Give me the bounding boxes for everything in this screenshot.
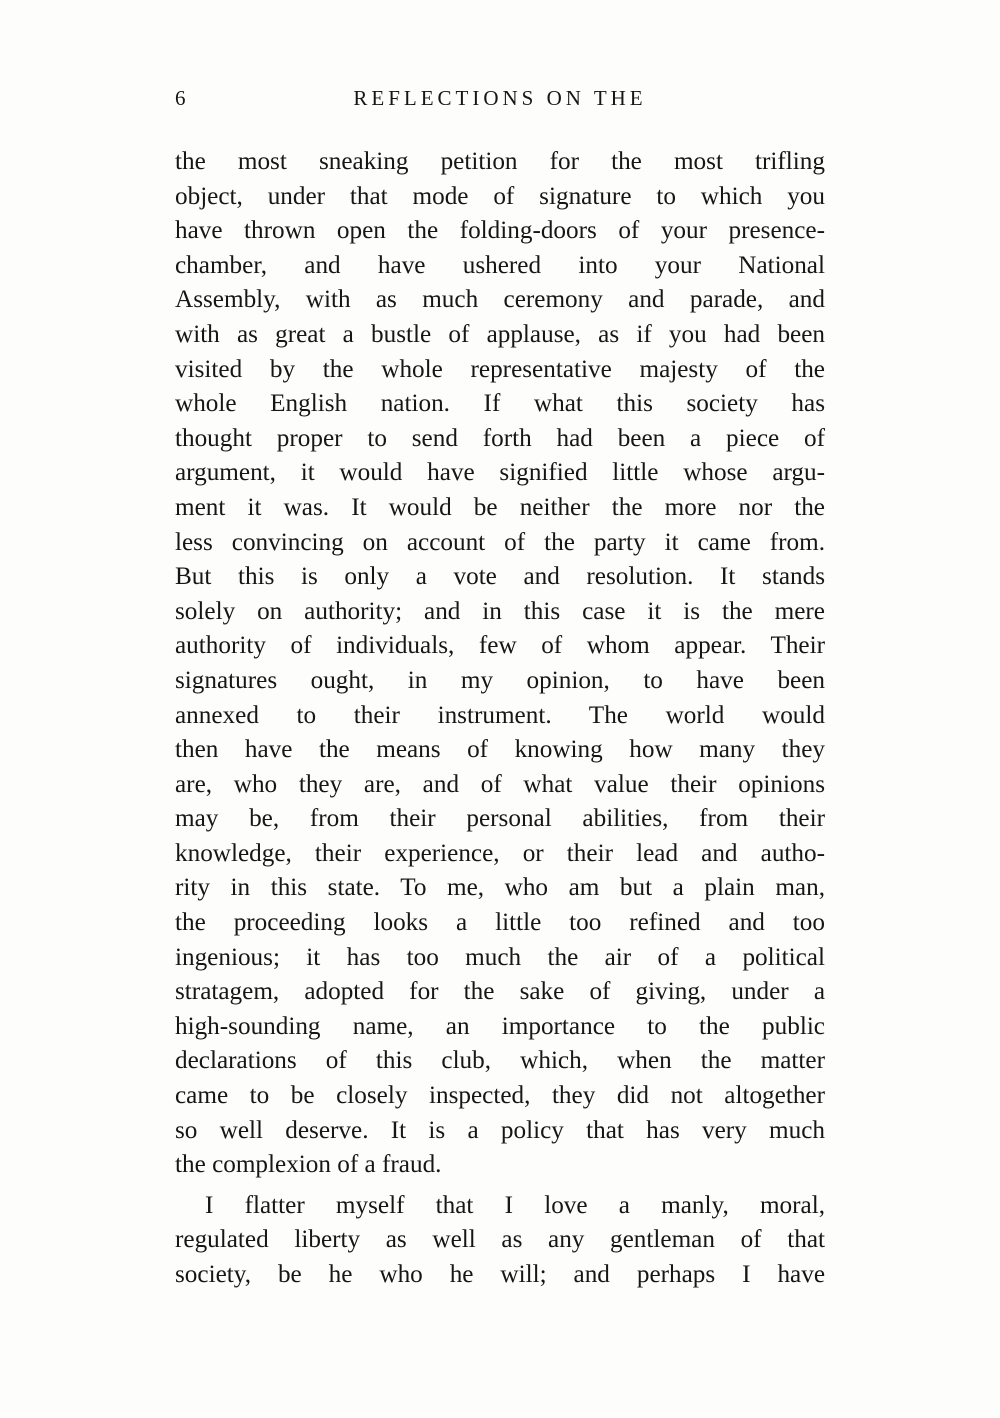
paragraph-2 [175,1189,825,1293]
running-head [175,86,825,116]
page-number: 6 [175,86,189,110]
text-line: regulated liberty as well as any gentleman of that [175,1226,825,1254]
text-line: declarations of this club, which, when the matter [175,1047,825,1075]
text-line: are, who they are, and of what value their opinions [175,770,825,798]
text-line: may be, from their personal abilities, from their [175,805,825,833]
text-line: authority of individuals, few of whom appear. Their [175,632,825,660]
text-line: chamber, and have ushered into your National [175,251,825,279]
text-line: signatures ought, in my opinion, to have been [175,666,825,694]
text-line: with as great a bustle of applause, as if you had been [175,320,825,348]
text-line: society, be he who he will; and perhaps I have [175,1261,825,1288]
text-line: so well deserve. It is a policy that has very much [175,1116,825,1144]
text-line: then have the means of knowing how many they [175,736,825,764]
text-line: rity in this state. To me, who am but a plain man, [175,874,825,902]
text-line: annexed to their instrument. The world would [175,701,825,729]
text-line: I flatter myself that I love a manly, moral, [205,1191,825,1219]
text-line: less convincing on account of the party it came from. [175,528,825,556]
text-line: object, under that mode of signature to which you [175,182,825,210]
text-line: have thrown open the folding-doors of your presence- [175,217,825,245]
text-line: came to be closely inspected, they did not altogether [175,1082,825,1110]
text-line: the complexion of a fraud. [175,1151,442,1179]
text-line: the proceeding looks a little too refined and too [175,909,825,937]
text-line: knowledge, their experience, or their lead and autho- [175,839,825,867]
body-text [175,145,825,1293]
text-line: Assembly, with as much ceremony and parade, and [175,286,825,314]
text-line: ingenious; it has too much the air of a political [175,943,825,971]
text-line: whole English nation. If what this society has [175,390,825,418]
running-title: REFLECTIONS ON THE [353,86,647,110]
text-line: ment it was. It would be neither the more nor the [175,493,825,521]
text-line: But this is only a vote and resolution. It stands [175,563,825,591]
text-line: visited by the whole representative majesty of the [175,355,825,383]
text-line: the most sneaking petition for the most trifling [175,148,825,175]
paragraph-1 [175,145,825,1183]
text-line: solely on authority; and in this case it is the mere [175,597,825,625]
text-line: high-sounding name, an importance to the public [175,1012,825,1040]
text-line: argument, it would have signified little whose argu- [175,459,825,487]
text-line: thought proper to send forth had been a piece of [175,424,825,452]
text-line: stratagem, adopted for the sake of giving, under a [175,978,825,1006]
